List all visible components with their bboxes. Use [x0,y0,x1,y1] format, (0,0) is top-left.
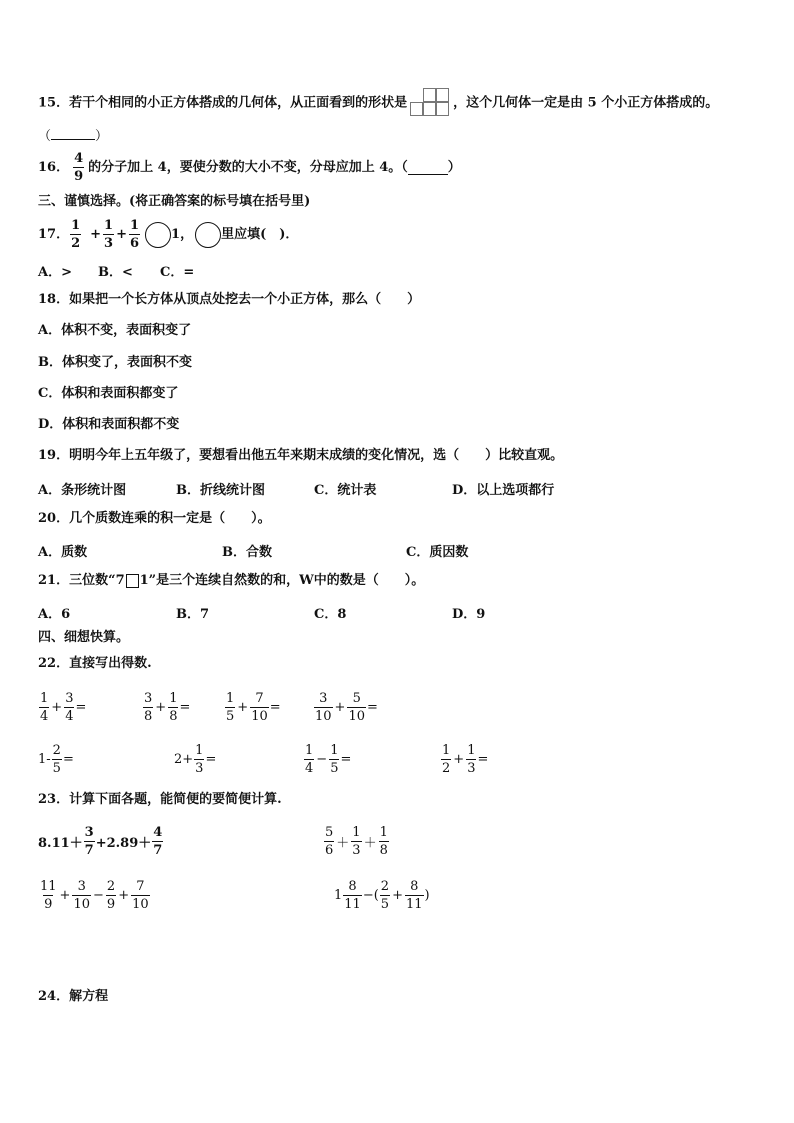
q22-expr-5: 1- $\frac{2}{5}$ = [38,743,74,776]
question-23: 23．计算下面各题，能简便的要简便计算. [38,792,282,807]
q19-option-b[interactable]: B．折线统计图 [176,483,265,498]
q23-expr-4: 1 $\frac{8}{11}$ −( $\frac{2}{5}$ + $\frac{8}{11}$ ) [334,879,430,912]
q21-option-d[interactable]: D．9 [452,607,486,622]
q23-expr-2: $\frac{5}{6}$ ＋ $\frac{1}{3}$ ＋ $\frac{1}{8}$ [325,825,388,858]
q21-option-c[interactable]: C．8 [314,607,347,622]
q15-text-b: ，这个几何体一定是由 5 个小正方体搭成的。 [453,95,719,111]
q21-option-b[interactable]: B．7 [176,607,210,622]
question-18: 18．如果把一个长方体从顶点处挖去一个小正方体，那么（ ） [38,292,421,307]
q22-expr-3: $\frac{1}{5}$ + $\frac{7}{10}$ = [226,691,281,724]
q15-answer-blank[interactable] [51,125,95,140]
q16-answer-blank[interactable] [408,160,448,175]
q15-text-a: 若干个相同的小正方体搭成的几何体，从正面看到的形状是 [69,95,408,111]
q15-number: 15． [38,95,70,111]
q16-number: 16． [38,159,70,175]
q23-expr-3: $\frac{11}{9}$ + $\frac{3}{10}$ − $\frac{2}{9}$ + $\frac{7}{10}$ [40,879,149,912]
q19-option-a[interactable]: A．条形统计图 [38,483,127,498]
q18-option-c[interactable]: C．体积和表面积都变了 [38,386,179,401]
q22-expr-2: $\frac{3}{8}$ + $\frac{1}{8}$ = [144,691,191,724]
q20-option-c[interactable]: C．质因数 [406,545,469,560]
question-22: 22．直接写出得数. [38,656,152,671]
q18-option-d[interactable]: D．体积和表面积都不变 [38,417,180,432]
q18-option-a[interactable]: A．体积不变，表面积变了 [38,323,192,338]
q19-option-d[interactable]: D．以上选项都行 [452,483,555,498]
question-17: 17． $\frac{1}{2}$ + $\frac{1}{3}$ + $\frac{1}{6}$ 1， 里应填( )． [38,218,299,251]
question-20: 20．几个质数连乘的积一定是（ ）。 [38,511,271,526]
question-16: 16． $\frac{4}{9}$ 的分子加上 4，要使分数的大小不变，分母应加上 4。（ ） [38,151,461,184]
section-4-heading: 四、细想快算。 [38,630,130,645]
q20-option-b[interactable]: B．合数 [222,545,272,560]
section-3-heading: 三、谨慎选择。(将正确答案的标号填在括号里) [38,194,311,209]
question-15 [38,88,718,118]
q20-option-a[interactable]: A．质数 [38,545,88,560]
question-21: 21．三位数“7 1”是三个连续自然数的和，W中的数是（ ）。 [38,573,425,588]
question-24: 24．解方程 [38,989,109,1004]
q17-option-c[interactable]: C．= [160,265,195,280]
q16-fraction: $\frac{4}{9}$ [74,151,84,184]
q15-answer-line: （ ） [38,125,108,146]
q22-expr-6: 2+ $\frac{1}{3}$ = [174,743,217,776]
compare-circle[interactable] [145,222,171,248]
q22-expr-8: $\frac{1}{2}$ + $\frac{1}{3}$ = [442,743,489,776]
q21-option-a[interactable]: A．6 [38,607,71,622]
question-19: 19．明明今年上五年级了，要想看出他五年来期末成绩的变化情况，选（ ）比较直观。 [38,448,564,463]
answer-circle[interactable] [195,222,221,248]
front-view-shape-icon [410,88,450,118]
q22-expr-4: $\frac{3}{10}$ + $\frac{5}{10}$ = [315,691,378,724]
q16-text: 的分子加上 4，要使分数的大小不变，分母应加上 4。（ [88,159,408,175]
q22-expr-1: $\frac{1}{4}$ + $\frac{3}{4}$ = [40,691,87,724]
q22-expr-7: $\frac{1}{4}$ − $\frac{1}{5}$ = [305,743,352,776]
q19-option-c[interactable]: C．统计表 [314,483,377,498]
digit-box-icon [126,574,139,588]
q17-option-a[interactable]: A．> [38,265,72,280]
q17-option-b[interactable]: B．< [98,265,133,280]
q23-expr-1: 8.11＋ $\frac{3}{7}$ +2.89＋ $\frac{4}{7}$ [38,825,163,858]
q18-option-b[interactable]: B．体积变了，表面积不变 [38,355,192,370]
